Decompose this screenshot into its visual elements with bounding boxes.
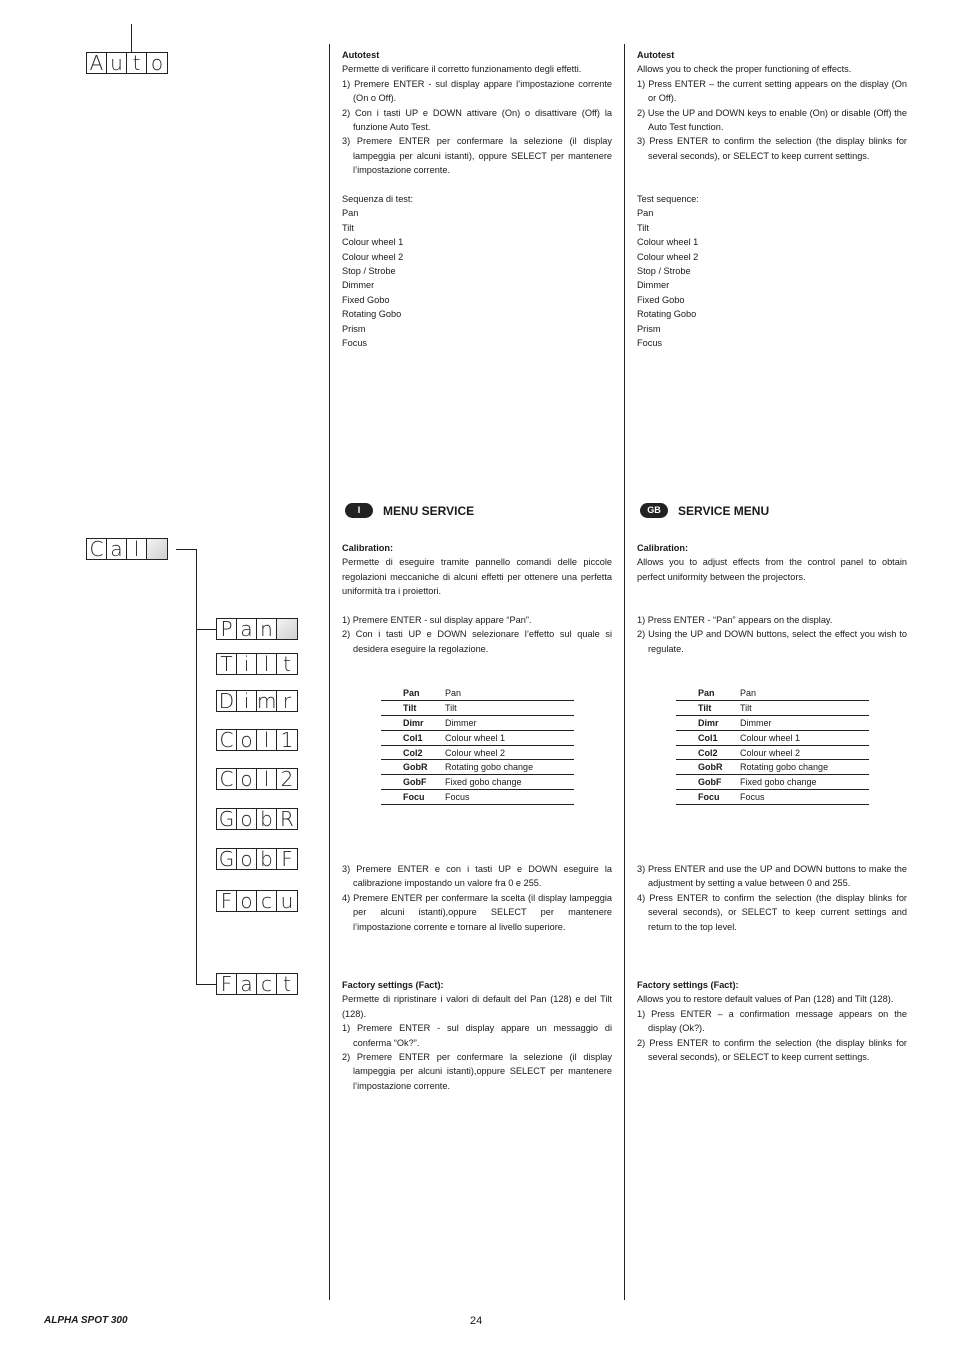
branch-pan [196, 629, 216, 630]
display-char: l [257, 730, 277, 750]
display-char: i [237, 654, 257, 674]
display-char: F [217, 974, 237, 994]
display-char: o [237, 809, 257, 829]
it-sequence-section [342, 192, 612, 350]
gb-effects-table [676, 686, 869, 805]
table-row [381, 686, 574, 700]
gb-sequence-item: Rotating Gobo [637, 309, 697, 320]
table-row [381, 760, 574, 775]
gb-autotest-step: 3) Press ENTER to confirm the selection (the display blinks for several seconds), or SELECT to keep current settings. [637, 136, 907, 161]
display-fact [216, 973, 298, 995]
gb-sequence-item: Dimmer [637, 280, 670, 291]
gb-factory-step: 1) Press ENTER – a confirmation message appears on the display (Ok?). [637, 1008, 907, 1034]
it-sequence-item: Colour wheel 2 [342, 251, 404, 262]
effect-code: GobR [676, 760, 740, 775]
display-char: l [257, 769, 277, 789]
effect-name: Colour wheel 1 [740, 730, 869, 745]
it-effects-table [381, 686, 574, 805]
display-char: C [217, 769, 237, 789]
table-row [381, 745, 574, 760]
effect-code: Tilt [676, 700, 740, 715]
table-row [381, 790, 574, 805]
gb-menu-title: SERVICE MENU [678, 503, 770, 518]
display-char: t [127, 53, 147, 73]
gb-factory-title: Factory settings (Fact): [637, 980, 739, 990]
gb-calibration-section [637, 541, 907, 584]
footer-product-name: ALPHA SPOT 300 [44, 1315, 128, 1326]
it-autotest-section [342, 48, 612, 178]
display-char: R [280, 807, 294, 831]
gb-factory-intro: Allows you to restore default values of Pan (128) and Tilt (128). [637, 994, 894, 1005]
gb-autotest-title: Autotest [637, 50, 675, 60]
gb-calibration-step: 2) Using the UP and DOWN buttons, select the effect you wish to regulate. [637, 629, 907, 654]
table-row [381, 700, 574, 715]
display-gobr [216, 808, 298, 830]
display-char: n [257, 619, 277, 639]
display-char: a [237, 619, 257, 639]
display-char: u [107, 53, 127, 73]
it-calibration-step: 2) Con i tasti UP e DOWN selezionare l’effetto sul quale si desidera eseguire la regolazione. [342, 629, 612, 654]
it-autotest-step: 3) Premere ENTER per confermare la selezione (il display lampeggia per alcuni istanti), oppure SELECT per mantenere l’impostazione corrente. [342, 136, 612, 176]
display-char: i [237, 691, 257, 711]
gb-calibration-step: 1) Press ENTER - “Pan” appears on the display. [637, 615, 833, 625]
it-sequence-item: Colour wheel 1 [342, 237, 404, 248]
it-calibration-title: Calibration: [342, 543, 394, 553]
it-menu-header [345, 503, 474, 518]
it-calibration-step: 1) Premere ENTER - sul display appare “Pan”. [342, 615, 532, 625]
display-char: m [257, 689, 277, 713]
gb-autotest-intro: Allows you to check the proper functioning of effects. [637, 64, 852, 75]
gb-sequence-item: Focus [637, 338, 663, 349]
it-sequence-item: Dimmer [342, 280, 375, 291]
it-calibration-intro: Permette di eseguire tramite pannello comandi delle piccole regolazioni meccaniche di alcuni effetti per ottenere una perfetta uniformità tra i proiettori. [342, 557, 612, 597]
it-calibration-steps-b [342, 862, 612, 934]
it-factory-intro: Permette di ripristinare i valori di default del Pan (128) e del Tilt (128). [342, 994, 612, 1019]
table-row [676, 760, 869, 775]
effect-code: Col2 [676, 745, 740, 760]
effect-name: Rotating gobo change [445, 760, 574, 775]
gb-sequence-item: Prism [637, 323, 661, 334]
it-autotest-title: Autotest [342, 50, 380, 60]
effect-name: Tilt [445, 700, 574, 715]
effect-name: Tilt [740, 700, 869, 715]
it-factory-step: 2) Premere ENTER per confermare la selezione (il display lampeggia per alcuni istanti),oppure SELECT per mantenere l’impostazione corrente. [342, 1052, 612, 1091]
display-char: F [281, 847, 293, 871]
it-calibration-steps-a [342, 613, 612, 656]
gb-calibration-steps-b [637, 862, 907, 934]
display-auto [86, 52, 168, 74]
effect-name: Focus [740, 790, 869, 805]
gb-calibration-steps-a [637, 613, 907, 656]
display-char [277, 619, 297, 639]
it-sequence-item: Focus [342, 338, 368, 349]
table-row [676, 730, 869, 745]
display-char: 2 [280, 767, 294, 791]
display-pan [216, 618, 298, 640]
effect-name: Colour wheel 2 [740, 745, 869, 760]
display-char: G [217, 809, 237, 829]
display-char: o [237, 769, 257, 789]
effect-code: Pan [381, 686, 445, 700]
display-char: F [217, 891, 237, 911]
display-cal [86, 538, 168, 560]
display-char: P [217, 619, 237, 639]
it-sequence-item: Tilt [342, 222, 354, 233]
it-sequence-item: Prism [342, 323, 366, 334]
display-char: C [217, 730, 237, 750]
display-char: 1 [280, 728, 294, 752]
gb-sequence-item: Pan [637, 208, 654, 219]
display-char: c [257, 891, 277, 911]
display-char: T [217, 654, 237, 674]
it-calibration-section [342, 541, 612, 599]
display-char: o [150, 51, 164, 75]
gb-sequence-section [637, 192, 907, 350]
display-gobf [216, 848, 298, 870]
display-char: l [257, 654, 277, 674]
display-char: t [283, 652, 291, 676]
it-factory-step: 1) Premere ENTER - sul display appare un messaggio di conferma “Ok?”. [342, 1023, 612, 1048]
display-col2 [216, 768, 298, 790]
effect-code: Focu [381, 790, 445, 805]
it-language-badge: I [345, 503, 373, 518]
effect-code: Focu [676, 790, 740, 805]
gb-sequence-item: Stop / Strobe [637, 266, 691, 277]
effect-name: Fixed gobo change [445, 775, 574, 790]
effect-name: Colour wheel 1 [445, 730, 574, 745]
effect-name: Fixed gobo change [740, 775, 869, 790]
gb-calibration-step: 3) Press ENTER and use the UP and DOWN buttons to make the adjustment by setting a value between 0 and 255. [637, 864, 907, 889]
effect-code: GobF [676, 775, 740, 790]
gb-autotest-section [637, 48, 907, 163]
gb-sequence-item: Colour wheel 1 [637, 237, 699, 248]
effect-code: Pan [676, 686, 740, 700]
it-sequence-item: Fixed Gobo [342, 294, 390, 305]
display-char: C [87, 539, 107, 559]
table-row [676, 715, 869, 730]
gb-autotest-step: 2) Use the UP and DOWN keys to enable (On) or disable (Off) the Auto Test function. [637, 107, 907, 133]
display-dimr [216, 690, 298, 712]
effect-code: Col1 [381, 730, 445, 745]
gb-factory-step: 2) Press ENTER to confirm the selection (the display blinks for several seconds), or SELECT to keep current settings. [637, 1037, 907, 1063]
display-char: a [237, 974, 257, 994]
table-row [676, 686, 869, 700]
display-char: c [257, 974, 277, 994]
effect-name: Dimmer [445, 715, 574, 730]
table-row [381, 775, 574, 790]
display-char: r [282, 689, 292, 713]
gb-menu-header [640, 503, 769, 518]
table-row [676, 700, 869, 715]
column-divider-right [624, 44, 625, 1300]
display-char: D [217, 691, 237, 711]
display-char: o [237, 891, 257, 911]
auto-connector [131, 24, 132, 52]
display-char: a [107, 539, 127, 559]
cal-tree-trunk [196, 549, 197, 985]
display-char: b [257, 849, 277, 869]
gb-calibration-intro: Allows you to adjust effects from the control panel to obtain perfect uniformity between the projectors. [637, 557, 907, 582]
it-autotest-step: 1) Premere ENTER - sul display appare l’impostazione corrente (On o Off). [342, 78, 612, 104]
table-row [676, 775, 869, 790]
effect-name: Pan [445, 686, 574, 700]
it-factory-title: Factory settings (Fact): [342, 980, 444, 990]
table-row [676, 745, 869, 760]
it-calibration-step: 3) Premere ENTER e con i tasti UP e DOWN eseguire la calibrazione impostando un valore fra 0 e 255. [342, 864, 612, 889]
effect-name: Dimmer [740, 715, 869, 730]
table-row [381, 715, 574, 730]
gb-factory-section [637, 978, 907, 1064]
table-row [381, 730, 574, 745]
column-divider-left [329, 44, 330, 1300]
cal-connector-h [176, 549, 196, 550]
branch-fact [196, 984, 216, 985]
display-char: o [237, 849, 257, 869]
effect-code: Dimr [381, 715, 445, 730]
it-calibration-step: 4) Premere ENTER per confermare la scelta (il display lampeggia per alcuni istanti),oppure SELECT per mantenere l’impostazione corrente e tornare al livello superiore. [342, 892, 612, 932]
effect-code: GobF [381, 775, 445, 790]
it-menu-title: MENU SERVICE [383, 503, 475, 518]
effect-code: Tilt [381, 700, 445, 715]
effect-name: Rotating gobo change [740, 760, 869, 775]
effect-code: Col1 [676, 730, 740, 745]
it-factory-section [342, 978, 612, 1093]
display-char: l [127, 539, 147, 559]
it-autotest-step: 2) Con i tasti UP e DOWN attivare (On) o disattivare (Off) la funzione Auto Test. [342, 107, 612, 133]
display-tilt [216, 653, 298, 675]
it-autotest-intro: Permette di verificare il corretto funzionamento degli effetti. [342, 64, 582, 75]
gb-sequence-item: Colour wheel 2 [637, 251, 699, 262]
gb-calibration-step: 4) Press ENTER to confirm the selection (the display blinks for several seconds), or SELECT to keep current settings and return to the top level. [637, 892, 907, 932]
display-char: G [217, 849, 237, 869]
effect-code: Dimr [676, 715, 740, 730]
it-sequence-item: Rotating Gobo [342, 309, 402, 320]
gb-sequence-item: Tilt [637, 222, 649, 233]
it-sequence-item: Stop / Strobe [342, 266, 396, 277]
table-row [676, 790, 869, 805]
display-focu [216, 890, 298, 912]
display-char: b [257, 809, 277, 829]
gb-sequence-title: Test sequence: [637, 194, 699, 204]
effect-code: GobR [381, 760, 445, 775]
gb-calibration-title: Calibration: [637, 543, 689, 553]
effect-name: Focus [445, 790, 574, 805]
display-char: o [237, 730, 257, 750]
footer-page-number: 24 [470, 1315, 483, 1327]
effect-name: Pan [740, 686, 869, 700]
display-char: u [280, 889, 294, 913]
it-sequence-item: Pan [342, 208, 359, 219]
display-col1 [216, 729, 298, 751]
display-char [147, 539, 167, 559]
gb-sequence-item: Fixed Gobo [637, 294, 685, 305]
effect-code: Col2 [381, 745, 445, 760]
effect-name: Colour wheel 2 [445, 745, 574, 760]
gb-autotest-step: 1) Press ENTER – the current setting appears on the display (On or Off). [637, 78, 907, 104]
it-sequence-title: Sequenza di test: [342, 194, 413, 204]
display-char: A [87, 53, 107, 73]
display-char: t [283, 972, 291, 996]
gb-language-badge: GB [640, 503, 668, 518]
